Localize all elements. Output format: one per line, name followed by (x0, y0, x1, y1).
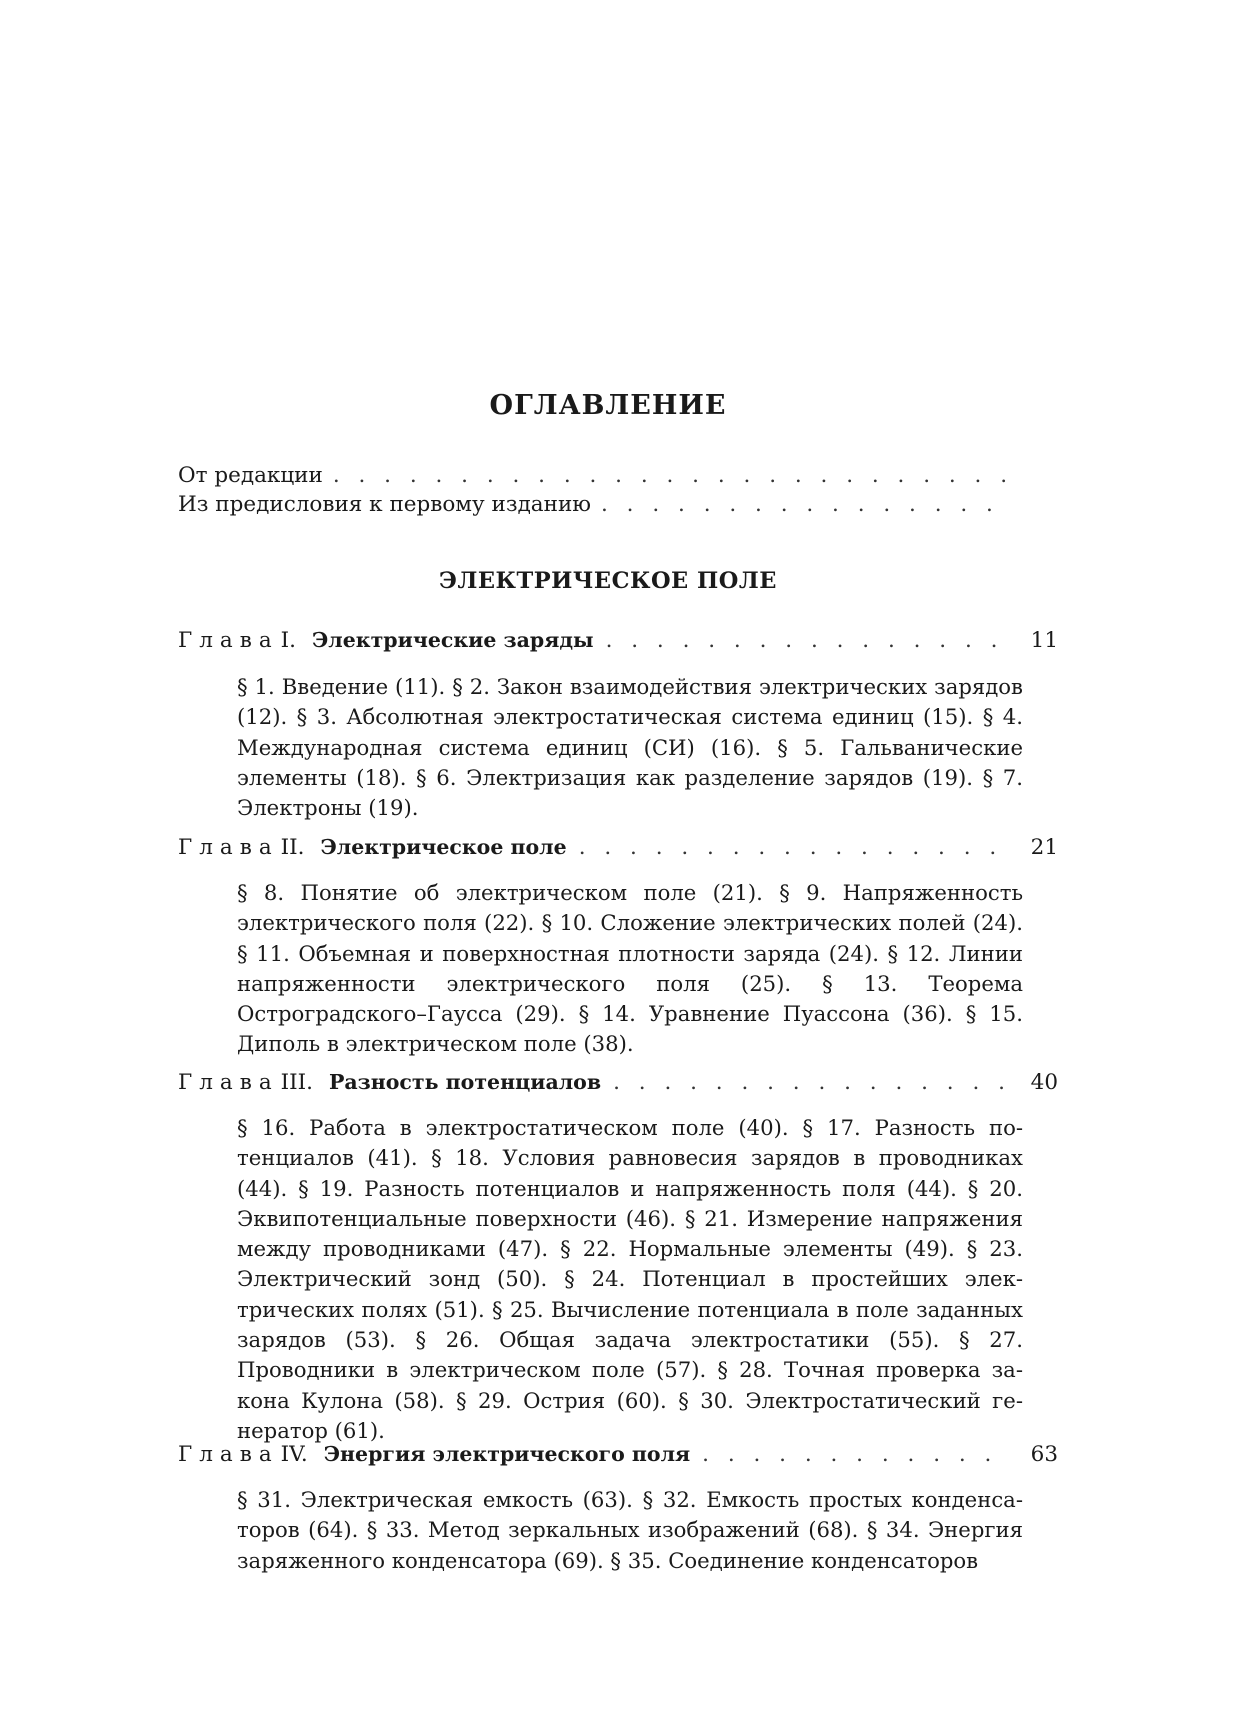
toc-entry-label: Из предисловия к первому изданию (178, 492, 592, 517)
dot-leader (702, 1442, 1010, 1467)
chapter-page-number: 21 (1030, 835, 1058, 860)
chapter-word: Глава (178, 835, 279, 860)
chapter-word: Глава (178, 1070, 279, 1095)
chapter-page-number: 63 (1030, 1442, 1058, 1467)
chapter-number: I. (280, 628, 296, 653)
dot-leader (606, 628, 1010, 653)
page-title: ОГЛАВЛЕНИЕ (489, 390, 727, 421)
chapter-number: III. (280, 1070, 313, 1095)
chapter-heading-3[interactable] (178, 1070, 1058, 1095)
chapter-page-number: 11 (1030, 628, 1058, 653)
chapter-page-number: 40 (1030, 1070, 1058, 1095)
chapter-sections-4: § 31. Электрическая емкость (63). § 32. Емкость простых конденсаторов (64). § 33. Метод зеркальных изображений (68). § 34. Энергия заряженного конденсатора (69). § 35. Соединение конденсаторов (237, 1487, 1023, 1573)
chapter-sections-2: § 8. Понятие об электрическом поле (21). § 9. Напряженность электрического поля (22). § 10. Сложение электрических полей (24). § 11. Объемная и поверхностная плотности заряда (24). § 12. Линии напряженности электрического поля (25). § 13. Теорема Остроградского–Гаусса (29). § 14. Уравнение Пуассона (36). § 15. Диполь в электрическом поле (38). (237, 880, 1023, 1057)
chapter-number: II. (280, 835, 305, 860)
toc-entry-label: От редакции (178, 463, 323, 488)
dot-leader (601, 492, 1008, 517)
dot-leader (613, 1070, 1010, 1095)
chapter-heading-1[interactable] (178, 628, 1058, 653)
chapter-heading-4[interactable] (178, 1442, 1058, 1467)
chapter-word: Глава (178, 1442, 279, 1467)
chapter-heading-2[interactable] (178, 835, 1058, 860)
dot-leader (579, 835, 1010, 860)
dot-leader (333, 463, 1008, 488)
chapter-sections-3: § 16. Работа в электростатическом поле (40). § 17. Разность потенциалов (41). § 18. Условия равновесия зарядов в проводниках (44). § 19. Разность потенциалов и напряженность поля (44). § 20. Эквипотенциальные поверхности (46). § 21. Измерение напряжения между проводниками (47). § 22. Нормальные элементы (49). § 23. Электрический зонд (50). § 24. Потенциал в простейших электрических полях (51). § 25. Вычисление потенциала в поле заданных зарядов (53). § 26. Общая задача электростатики (55). § 27. Проводники в электрическом поле (57). § 28. Точная проверка закона Кулона (58). § 29. Острия (60). § 30. Электростатический генератор (61). (237, 1115, 1023, 1443)
toc-entry-preface[interactable] (178, 492, 1008, 517)
chapter-title: Энергия электрического поля (323, 1442, 691, 1466)
chapter-title: Электрические заряды (311, 628, 594, 652)
toc-entry-from-editors[interactable] (178, 463, 1008, 488)
chapter-word: Глава (178, 628, 279, 653)
part-title: ЭЛЕКТРИЧЕСКОЕ ПОЛЕ (439, 568, 777, 594)
chapter-title: Электрическое поле (320, 835, 567, 859)
chapter-title: Разность потенциалов (328, 1070, 602, 1094)
chapter-sections-1: § 1. Введение (11). § 2. Закон взаимодействия электрических зарядов (12). § 3. Абсолютная электростатическая система единиц (15). § 4. Международная система единиц (СИ) (16). § 5. Гальванические элементы (18). § 6. Электризация как разделение зарядов (19). § 7. Электроны (19). (237, 674, 1023, 821)
chapter-number: IV. (280, 1442, 308, 1467)
